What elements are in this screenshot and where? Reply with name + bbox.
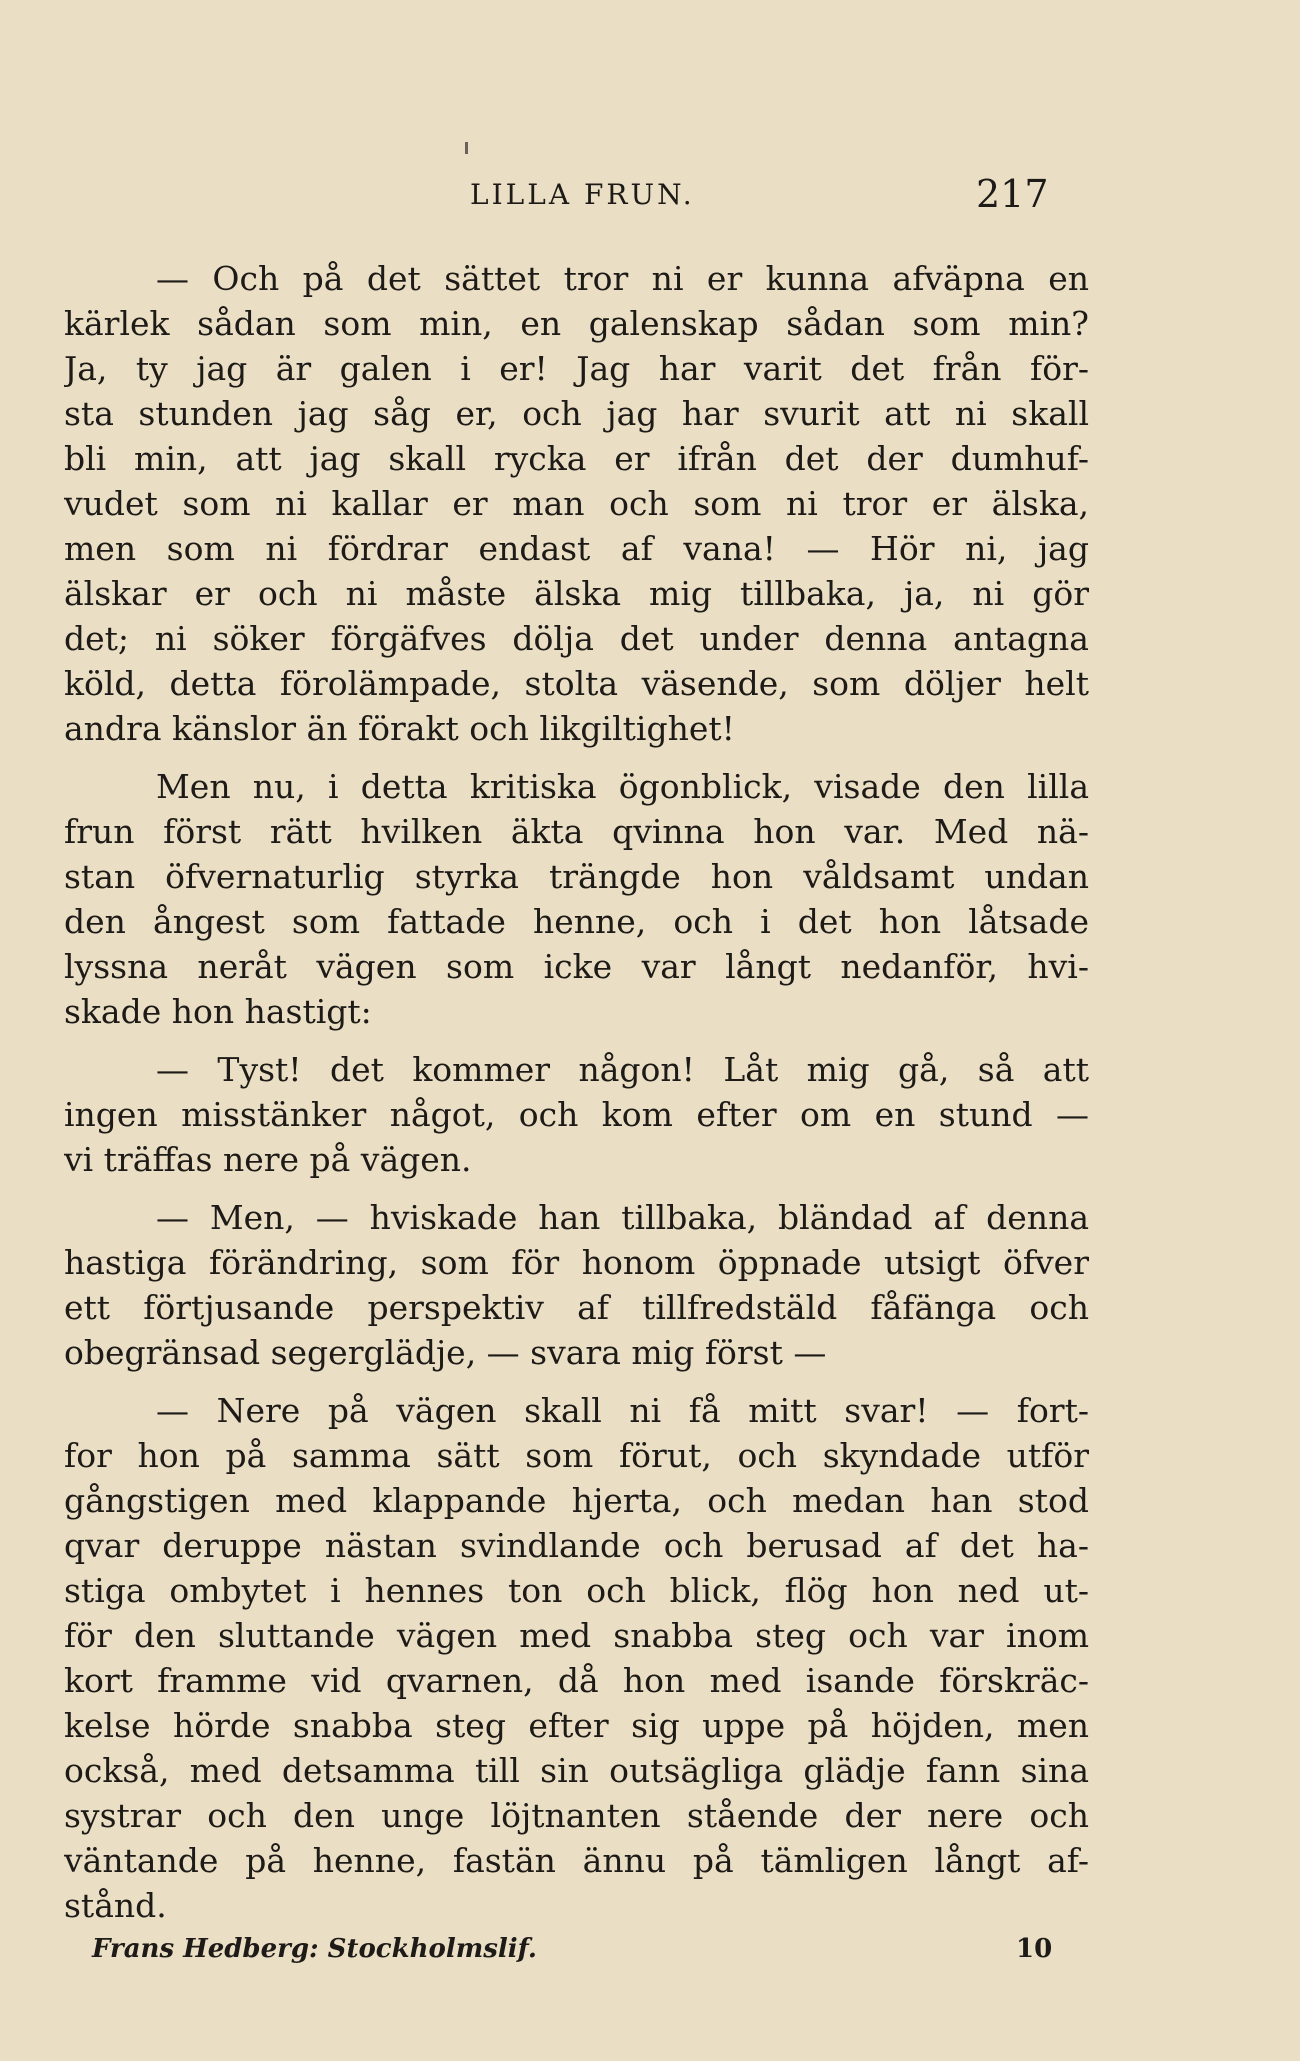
text-line: älskar er och ni måste älska mig tillbaka, ja, ni gör	[64, 574, 1089, 613]
text-line: — Tyst! det kommer någon! Låt mig gå, så att	[156, 1050, 1089, 1089]
body-text	[64, 256, 1089, 1941]
text-line: obegränsad segerglädje, — svara mig först —	[64, 1333, 827, 1372]
paragraph	[64, 1388, 1089, 1928]
text-line: bli min, att jag skall rycka er ifrån det der dumhuf-	[64, 439, 1089, 478]
text-line: ingen misstänker något, och kom efter om en stund —	[64, 1095, 1089, 1134]
text-line: for hon på samma sätt som förut, och skyndade utför	[64, 1436, 1089, 1475]
text-line: — Och på det sättet tror ni er kunna afväpna en	[156, 259, 1089, 298]
text-line: stan öfvernaturlig styrka trängde hon våldsamt undan	[64, 857, 1089, 896]
text-line: köld, detta förolämpade, stolta väsende, som döljer helt	[64, 664, 1089, 703]
running-title: LILLA FRUN.	[470, 178, 695, 211]
paragraph	[64, 1195, 1089, 1375]
text-line: Ja, ty jag är galen i er! Jag har varit det från för-	[64, 349, 1089, 388]
footer-signature: Frans Hedberg: Stockholmslif.	[92, 1934, 537, 1964]
text-line: systrar och den unge löjtnanten stående der nere och	[64, 1796, 1089, 1835]
text-line: den ångest som fattade henne, och i det hon låtsade	[64, 902, 1089, 941]
text-line: Men nu, i detta kritiska ögonblick, visade den lilla	[156, 767, 1089, 806]
text-line: lyssna neråt vägen som icke var långt nedanför, hvi-	[64, 947, 1089, 986]
text-line: — Nere på vägen skall ni få mitt svar! — fort-	[156, 1391, 1089, 1430]
text-line: skade hon hastigt:	[64, 992, 372, 1031]
text-line: också, med detsamma till sin outsägliga glädje fann sina	[64, 1751, 1089, 1790]
text-line: väntande på henne, fastän ännu på tämligen långt af-	[64, 1841, 1089, 1880]
text-line: sta stunden jag såg er, och jag har svurit att ni skall	[64, 394, 1089, 433]
text-line: ett förtjusande perspektiv af tillfredstäld fåfänga och	[64, 1288, 1089, 1327]
text-line: andra känslor än förakt och likgiltighet!	[64, 709, 735, 748]
text-line: men som ni fördrar endast af vana! — Hör ni, jag	[64, 529, 1089, 568]
text-line: kelse hörde snabba steg efter sig uppe på höjden, men	[64, 1706, 1089, 1745]
text-line: kärlek sådan som min, en galenskap sådan som min?	[64, 304, 1089, 343]
text-line: frun först rätt hvilken äkta qvinna hon var. Med nä-	[64, 812, 1089, 851]
text-line: — Men, — hviskade han tillbaka, bländad af denna	[156, 1198, 1089, 1237]
text-line: qvar deruppe nästan svindlande och berusad af det ha-	[64, 1526, 1089, 1565]
running-head	[464, 172, 1049, 218]
text-line: vudet som ni kallar er man och som ni tror er älska,	[64, 484, 1089, 523]
page-number: 217	[976, 172, 1049, 216]
paragraph	[64, 1047, 1089, 1182]
text-line: vi träffas nere på vägen.	[64, 1140, 472, 1179]
text-line: för den sluttande vägen med snabba steg och var inom	[64, 1616, 1089, 1655]
text-line: hastiga förändring, som för honom öppnade utsigt öfver	[64, 1243, 1089, 1282]
sheet-number: 10	[1016, 1934, 1053, 1964]
text-line: kort framme vid qvarnen, då hon med isande förskräc-	[64, 1661, 1089, 1700]
text-line: gångstigen med klappande hjerta, och medan han stod	[64, 1481, 1089, 1520]
text-line: stiga ombytet i hennes ton och blick, flög hon ned ut-	[64, 1571, 1089, 1610]
text-line: stånd.	[64, 1886, 167, 1925]
text-line: det; ni söker förgäfves dölja det under denna antagna	[64, 619, 1089, 658]
ink-mark	[465, 142, 468, 154]
paragraph	[64, 764, 1089, 1034]
paragraph	[64, 256, 1089, 751]
footer	[92, 1934, 1052, 1974]
